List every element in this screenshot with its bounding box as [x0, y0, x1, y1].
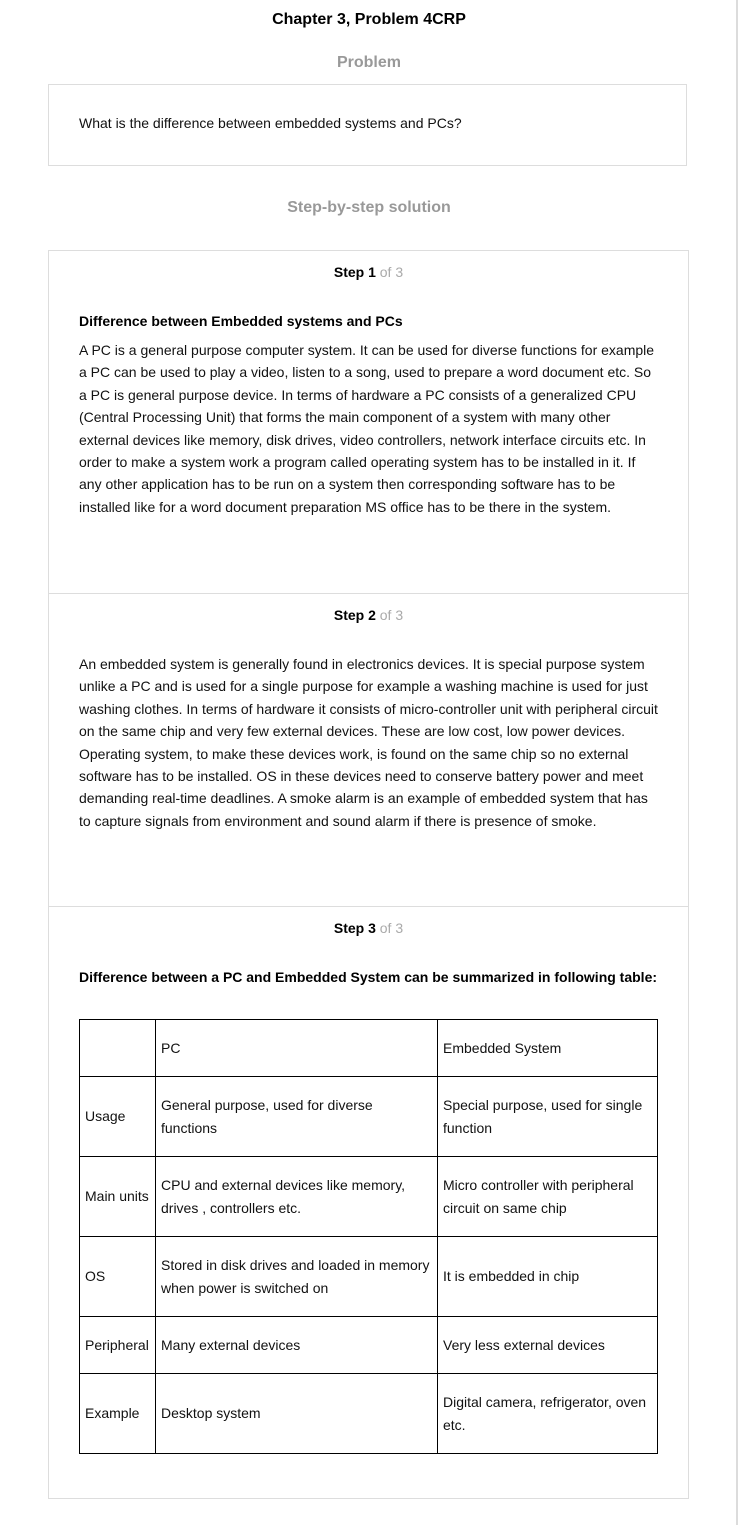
table-cell: CPU and external devices like memory, drives , controllers etc.: [156, 1157, 438, 1237]
step-1-heading: Difference between Embedded systems and PCs: [79, 313, 403, 329]
solution-heading: Step-by-step solution: [287, 199, 451, 216]
table-row: [80, 1157, 658, 1237]
table-cell: Desktop system: [156, 1374, 438, 1454]
table-row: [80, 1077, 658, 1157]
table-header-cell: Embedded System: [438, 1020, 658, 1077]
table-cell: Example: [80, 1374, 156, 1454]
step-2-label: Step 2 of 3: [333, 607, 404, 623]
solution-box: [48, 250, 689, 1499]
table-cell: Peripheral: [80, 1317, 156, 1374]
table-cell: Stored in disk drives and loaded in memory when power is switched on: [156, 1237, 438, 1317]
table-cell: It is embedded in chip: [438, 1237, 658, 1317]
step-3-heading: Difference between a PC and Embedded System can be summarized in following table:: [79, 969, 658, 985]
table-row: [80, 1237, 658, 1317]
step-2: [49, 593, 688, 907]
table-cell: General purpose, used for diverse functions: [156, 1077, 438, 1157]
table-row: [80, 1317, 658, 1374]
table-cell: Main units: [80, 1157, 156, 1237]
problem-box: [48, 84, 687, 166]
table-cell: Special purpose, used for single function: [438, 1077, 658, 1157]
table-header-row: [80, 1020, 658, 1077]
table-header-cell: [80, 1020, 156, 1077]
comparison-table: [79, 1019, 658, 1454]
chapter-title: Chapter 3, Problem 4CRP: [272, 11, 466, 28]
table-row: [80, 1374, 658, 1454]
step-3: [49, 906, 688, 1499]
step-1-body: A PC is a general purpose computer system. It can be used for diverse functions for example a PC can be used to play a video, listen to a song, used to prepare a word document etc. So a PC is general purpose device. In terms of hardware a PC consists of a generalized CPU (Central Processing Unit) that forms the main component of a system with many other external devices like memory, disk drives, video controllers, network interface circuits etc. In order to make a system work a program called operating system has to be installed in it. If any other application has to be run on a system then corresponding software has to be installed like for a word document preparation MS office has to be there in the system.: [79, 342, 655, 515]
problem-heading: Problem: [336, 54, 401, 71]
table-cell: Digital camera, refrigerator, oven etc.: [438, 1374, 658, 1454]
table-cell: Usage: [80, 1077, 156, 1157]
table-cell: Many external devices: [156, 1317, 438, 1374]
step-1-label: Step 1 of 3: [333, 264, 404, 280]
table-cell: OS: [80, 1237, 156, 1317]
table-cell: Micro controller with peripheral circuit on same chip: [438, 1157, 658, 1237]
problem-text: What is the difference between embedded systems and PCs?: [79, 115, 462, 131]
table-header-cell: PC: [156, 1020, 438, 1077]
table-cell: Very less external devices: [438, 1317, 658, 1374]
step-3-label: Step 3 of 3: [333, 920, 404, 936]
step-2-body: An embedded system is generally found in electronics devices. It is special purpose system unlike a PC and is used for a single purpose for example a washing machine is used for just washing clothes. In terms of hardware it consists of micro-controller unit with peripheral circuit on the same chip and very few external devices. These are low cost, low power devices. Operating system, to make these devices work, is found on the same chip so no external software has to be installed. OS in these devices need to conserve battery power and meet demanding real-time deadlines. A smoke alarm is an example of embedded system that has to capture signals from environment and sound alarm if there is presence of smoke.: [79, 656, 658, 829]
step-1: [49, 251, 688, 594]
